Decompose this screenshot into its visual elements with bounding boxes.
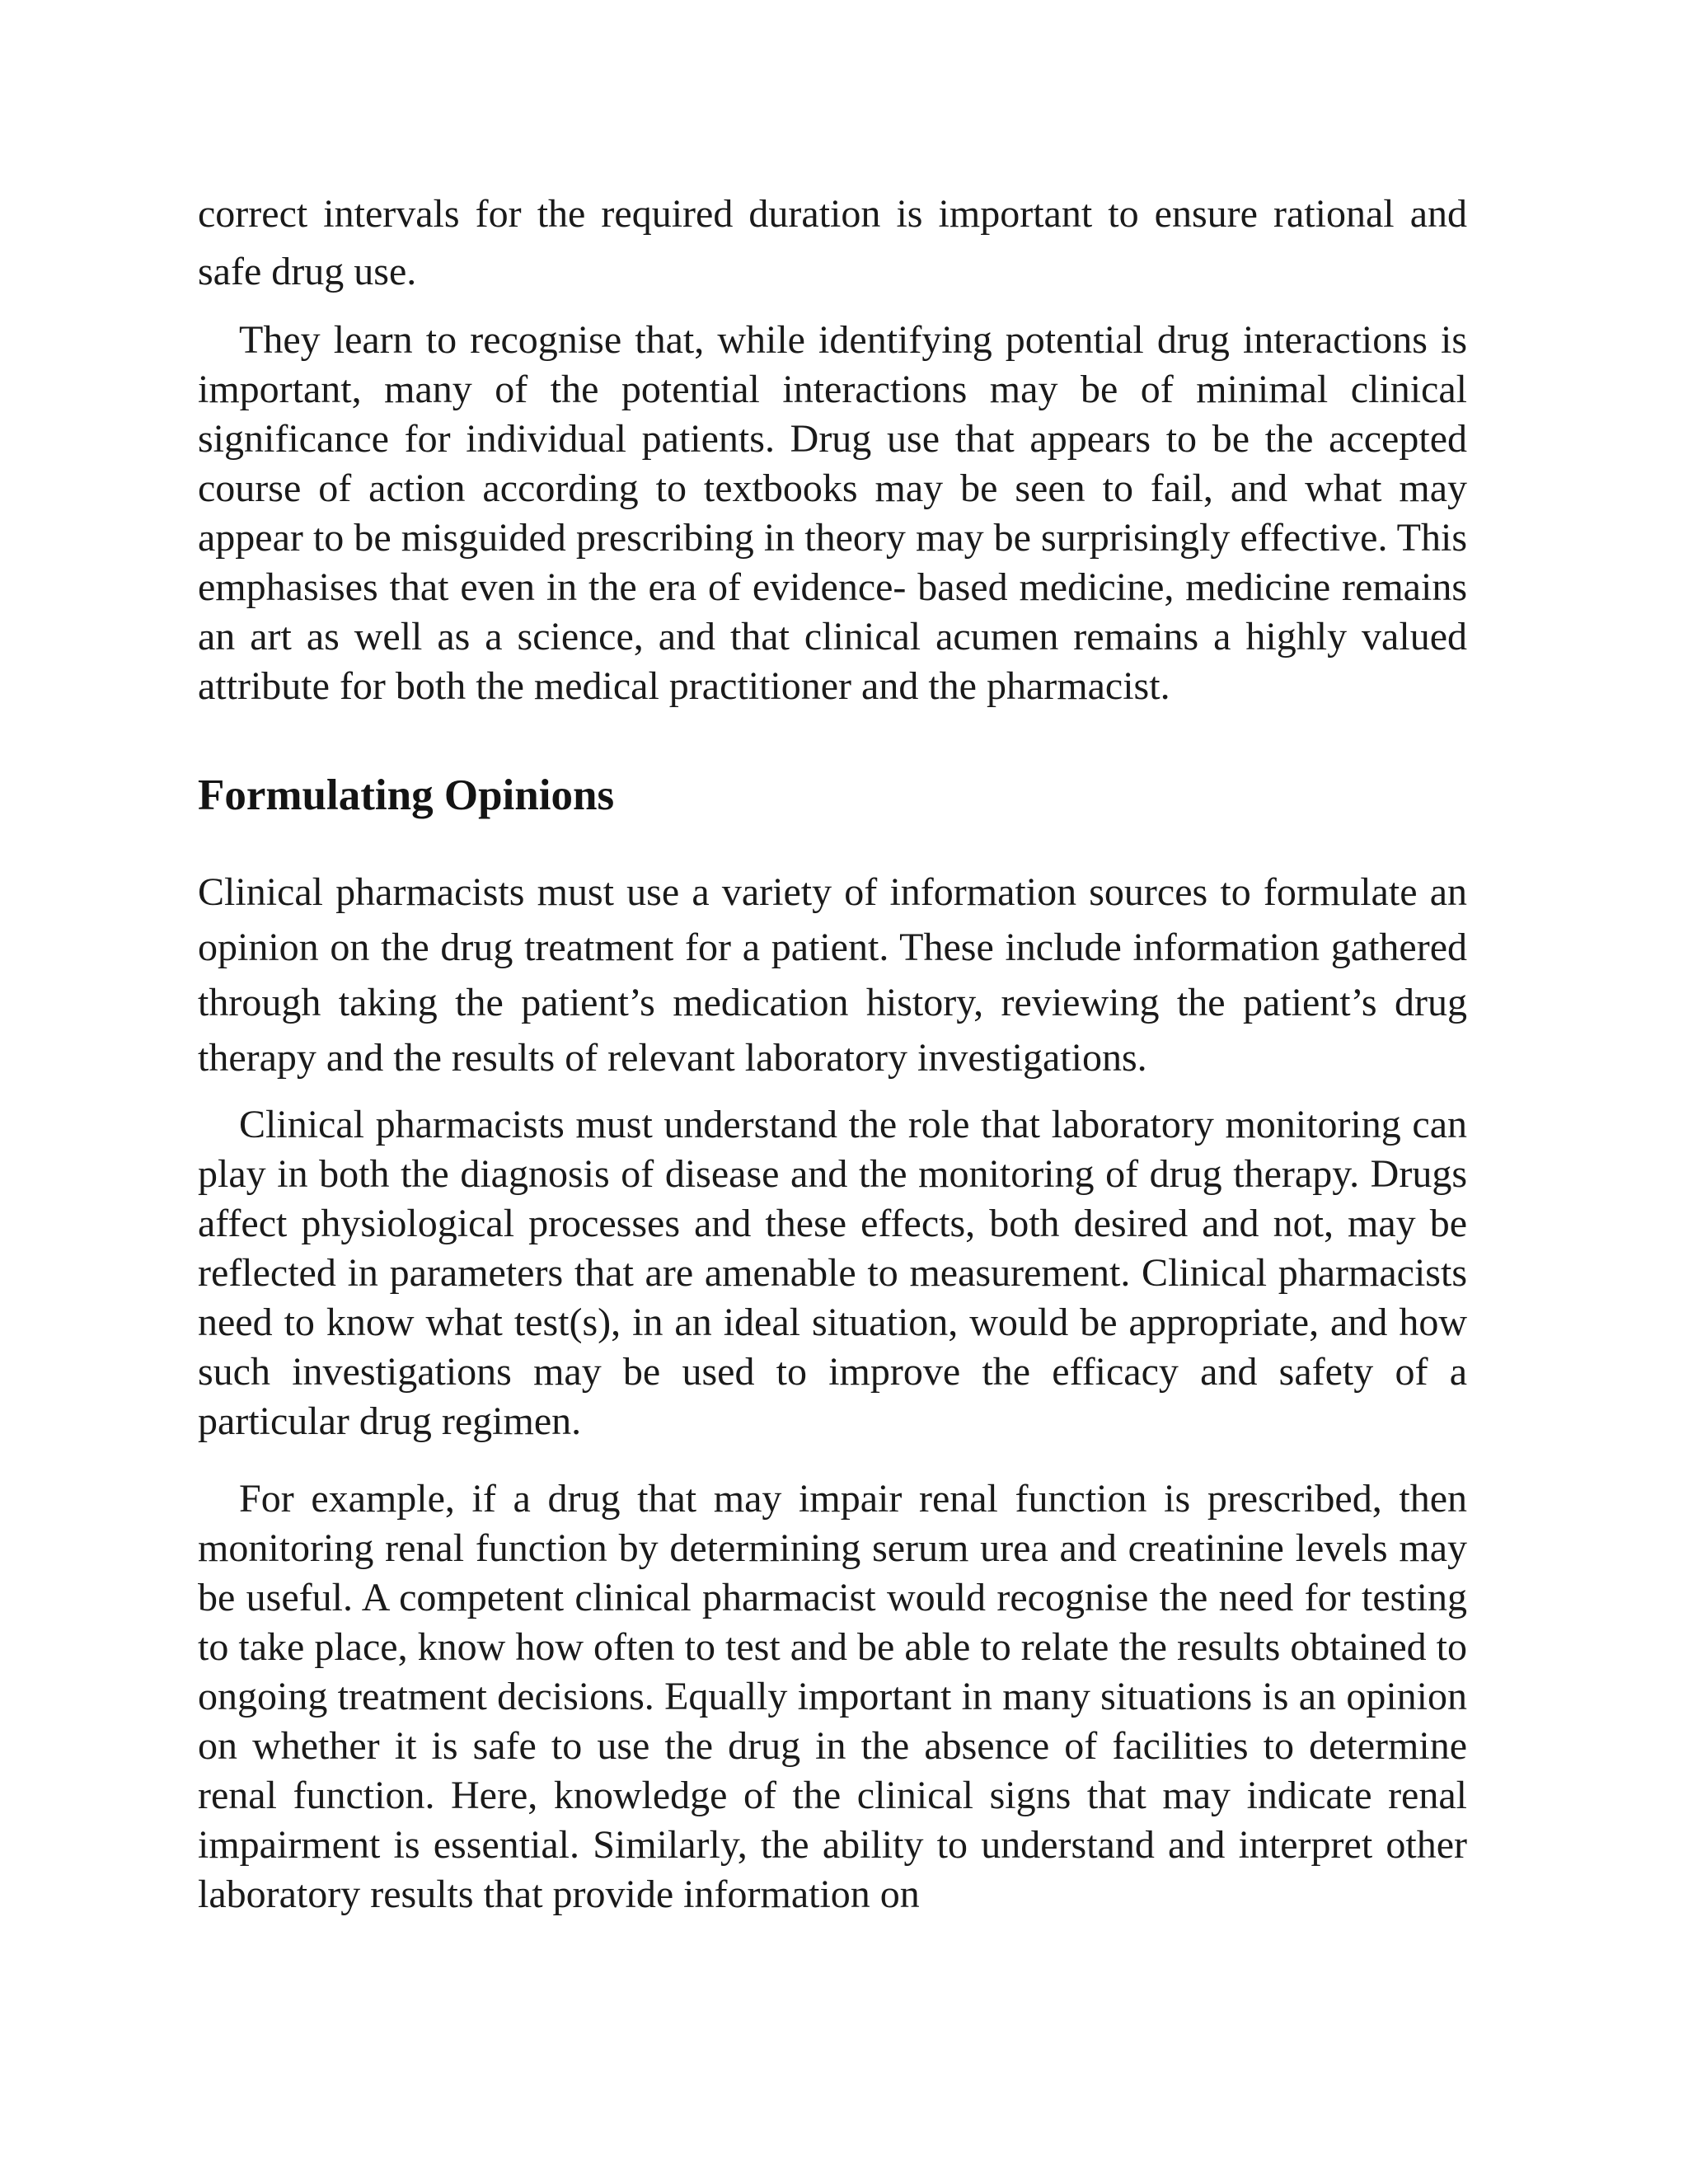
paragraph-laboratory-monitoring: Clinical pharmacists must understand the role that laboratory monitoring can play in both the diagnosis of disease and the monitoring of drug therapy. Drugs affect physiological processes and these effects, both desired and not, may be reflected in parameters that are amenable to measurement. Clinical pharmacists need to know what test(s), in an ideal situation, would be appropriate, and how such investigations may be used to improve the efficacy and safety of a particular drug regimen. bbox=[198, 1103, 1467, 1443]
paragraph-renal-example: For example, if a drug that may impair renal function is prescribed, then monitoring renal function by determining serum urea and creatinine levels may be useful. A competent clinical pharmacist would recognise the need for testing to take place, know how often to test and be able to relate the results obtained to ongoing treatment decisions. Equally important in many situations is an opinion on whether it is safe to use the drug in the absence of facilities to determine renal function. Here, knowledge of the clinical signs that may indicate renal impairment is essential. Similarly, the ability to understand and interpret other laboratory results that provide information on bbox=[198, 1477, 1467, 1916]
paragraph-information-sources: Clinical pharmacists must use a variety of information sources to formulate an opinion on the drug treatment for a patient. These include information gathered through taking the patient’s medication history, reviewing the patient’s drug therapy and the results of relevant laboratory investigations. bbox=[198, 870, 1467, 1080]
document-page bbox=[198, 190, 1467, 1919]
section-heading: Formulating Opinions bbox=[198, 771, 615, 819]
paragraph-drug-interactions: They learn to recognise that, while identifying potential drug interactions is important, many of the potential interactions may be of minimal clinical significance for individual patients. Drug use that appears to be the accepted course of action according to textbooks may be seen to fail, and what may appear to be misguided prescribing in theory may be surprisingly effective. This emphasises that even in the era of evidence- based medicine, medicine remains an art as well as a science, and that clinical acumen remains a highly valued attribute for both the medical practitioner and the pharmacist. bbox=[198, 318, 1467, 708]
paragraph-continuation: correct intervals for the required duration is important to ensure rational and safe drug use. bbox=[198, 192, 1467, 293]
